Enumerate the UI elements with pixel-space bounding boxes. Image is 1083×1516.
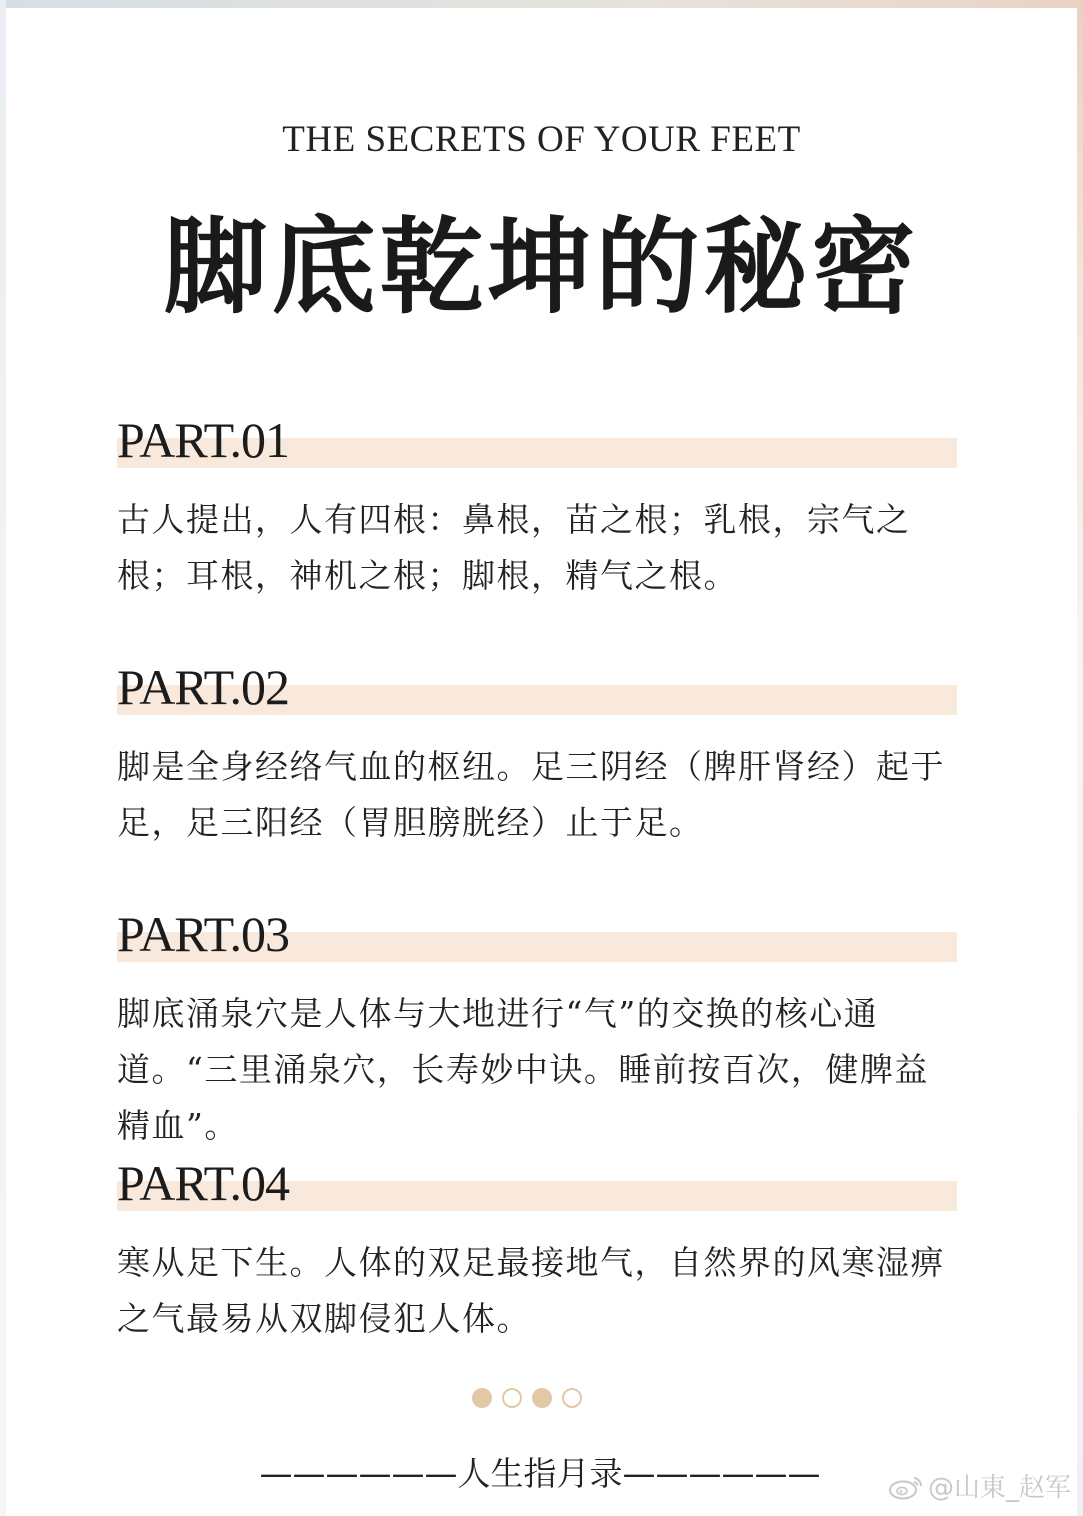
watermark (888, 1467, 1071, 1504)
weibo-icon (888, 1474, 924, 1500)
section-part-04 (117, 1155, 957, 1347)
part-label: PART.01 (117, 412, 290, 468)
part-heading (117, 659, 957, 719)
part-label: PART.04 (117, 1155, 290, 1211)
pagination-dots (472, 1388, 582, 1412)
part-heading (117, 906, 957, 966)
page-dot[interactable] (502, 1388, 522, 1408)
part-text: 寒从足下生。人体的双足最接地气，自然界的风寒湿痹之气最易从双脚侵犯人体。 (117, 1243, 945, 1338)
section-part-03 (117, 906, 957, 1154)
part-label: PART.03 (117, 906, 290, 962)
page-subtitle: THE SECRETS OF YOUR FEET (282, 119, 801, 160)
section-part-01 (117, 412, 957, 604)
top-strip (0, 0, 1083, 8)
part-text: 脚底涌泉穴是人体与大地进行“气”的交换的核心通道。“三里涌泉穴，长寿妙中诀。睡前按百次，健脾益精血”。 (117, 994, 929, 1145)
part-label: PART.02 (117, 659, 290, 715)
part-heading (117, 412, 957, 472)
part-text: 古人提出，人有四根：鼻根，苗之根；乳根，宗气之根；耳根，神机之根；脚根，精气之根。 (117, 500, 911, 595)
footer-signature: ——————人生指月录—————— (259, 1454, 821, 1493)
page-dot[interactable] (532, 1388, 552, 1408)
page-dot[interactable] (562, 1388, 582, 1408)
part-text: 脚是全身经络气血的枢纽。足三阴经（脾肝肾经）起于足，足三阳经（胃胆膀胱经）止于足。 (117, 747, 945, 842)
page-title: 脚底乾坤的秘密 (163, 205, 920, 328)
section-part-02 (117, 659, 957, 851)
part-heading (117, 1155, 957, 1215)
watermark-text: @山東_赵军 (927, 1473, 1071, 1503)
page-dot[interactable] (472, 1388, 492, 1408)
